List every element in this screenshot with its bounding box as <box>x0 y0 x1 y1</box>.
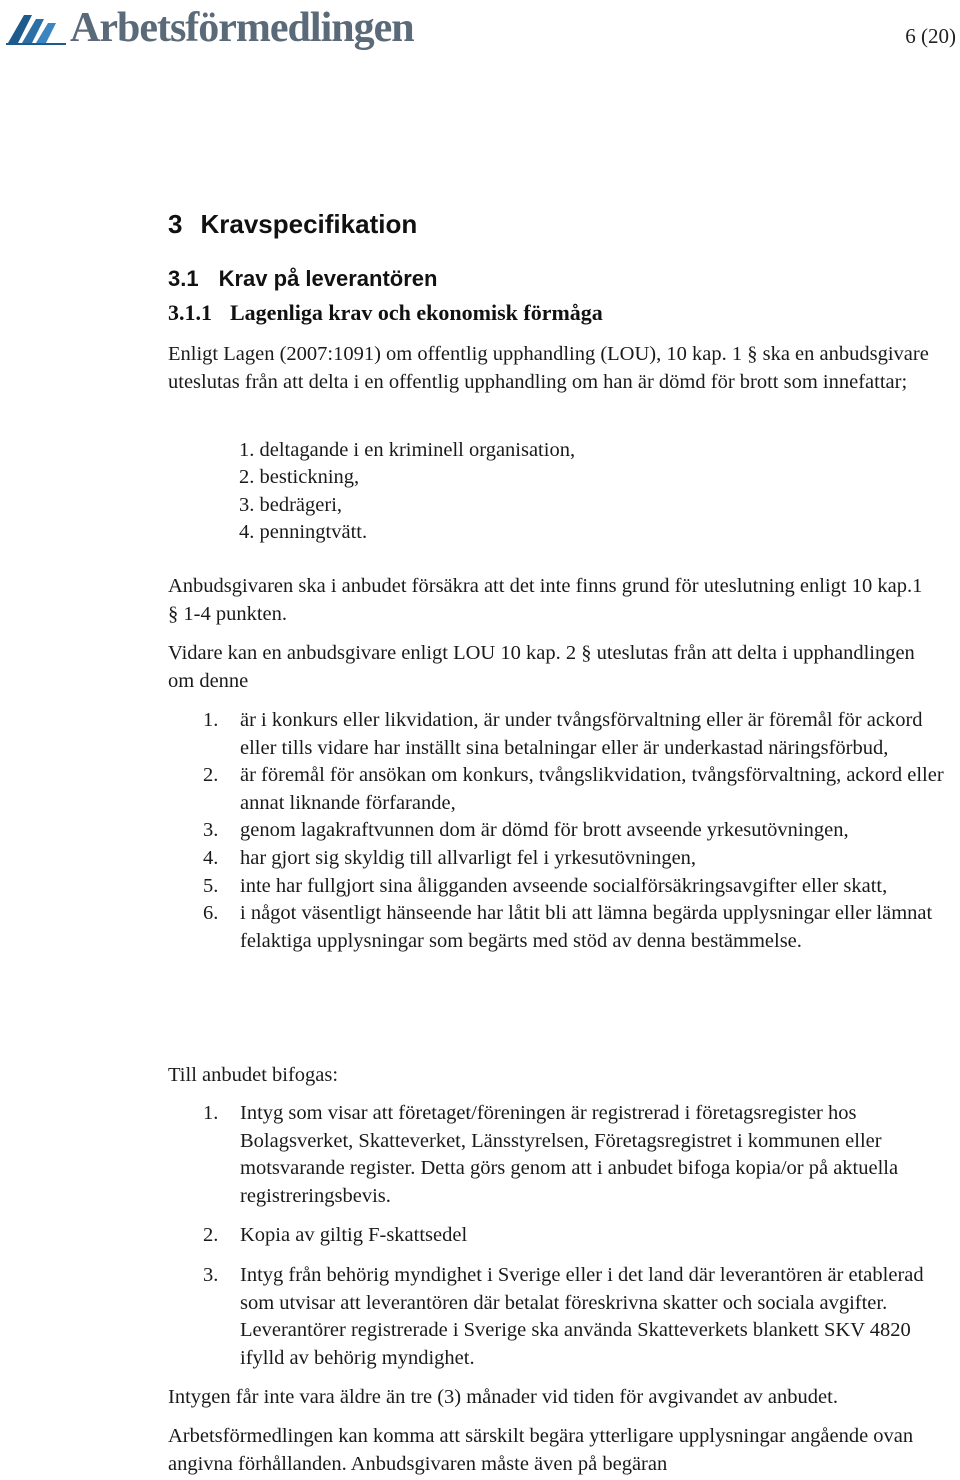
list-item: 3. bedrägeri, <box>239 493 343 516</box>
list-item: 4. penningtvätt. <box>239 521 368 544</box>
heading-2 <box>168 266 437 292</box>
list-text: är föremål för ansökan om konkurs, tvångslikvidation, tvångsförvaltning, ackord eller annat liknande förfarande, <box>240 764 944 814</box>
exclusion-list <box>203 707 960 955</box>
attachment-list-1 <box>203 1100 960 1210</box>
list-text: inte har fullgjort sina åligganden avseende socialförsäkringsavgifter eller skatt, <box>240 874 888 897</box>
list-item <box>203 707 960 762</box>
closing-paragraph: Arbetsförmedlingen kan komma att särskilt begära ytterligare upplysningar angående ovan angivna förhållanden. Anbudsgivaren måste även på begäran <box>168 1425 914 1475</box>
list-number: 5. <box>203 874 219 897</box>
list-item <box>203 762 960 817</box>
list-item <box>203 817 960 845</box>
list-item <box>203 1262 960 1372</box>
logo-mark-icon <box>6 11 66 45</box>
assurance-paragraph: Anbudsgivaren ska i anbudet försäkra att det inte finns grund för uteslutning enligt 10 kap.1 § 1-4 punkten. <box>168 575 923 625</box>
heading-3-number: 3.1.1 <box>168 300 212 325</box>
further-paragraph: Vidare kan en anbudsgivare enligt LOU 10 kap. 2 § uteslutas från att delta i upphandlingen om denne <box>168 642 915 692</box>
list-text: i något väsentligt hänseende har låtit bli att lämna begärda upplysningar eller lämnat felaktiga upplysningar som begärts med stöd av denna bestämmelse. <box>240 902 933 952</box>
list-item <box>203 873 960 901</box>
list-text: Intyg från behörig myndighet i Sverige eller i det land där leverantören är etablerad som utvisar att leverantören där betalat föreskrivna skatter och sociala avgifter. Leverantörer registrerade i Sverige ska använda Skatteverkets blankett SKV 4820 ifylld av behörig myndighet. <box>240 1264 924 1369</box>
attachments-heading: Till anbudet bifogas: <box>168 1064 339 1086</box>
list-text: har gjort sig skyldig till allvarligt fel i yrkesutövningen, <box>240 846 697 869</box>
attachment-list-2 <box>203 1222 960 1250</box>
list-item: 1. deltagande i en kriminell organisation, <box>239 439 576 461</box>
list-number: 4. <box>203 846 219 869</box>
heading-3-title: Lagenliga krav och ekonomisk förmåga <box>230 300 603 325</box>
crime-list <box>239 437 575 547</box>
intro-paragraph: Enligt Lagen (2007:1091) om offentlig upphandling (LOU), 10 kap. 1 § ska en anbudsgivare uteslutas från att delta i en offentlig upphandling om han är dömd för brott som innefattar; <box>168 343 929 393</box>
list-item <box>203 1100 960 1210</box>
list-text: Intyg som visar att företaget/föreningen är registrerad i företagsregister hos Bolagsverket, Skatteverket, Länsstyrelsen, Företagsregistret i kommunen eller motsvarande register. Detta görs genom att i anbudet bifoga kopia/or på aktuella registreringsbevis. <box>240 1102 899 1207</box>
heading-2-title: Krav på leverantören <box>218 266 438 291</box>
heading-2-number: 3.1 <box>168 266 199 291</box>
heading-1-title: Kravspecifikation <box>200 209 418 239</box>
heading-1 <box>168 209 417 240</box>
list-item <box>203 1222 960 1250</box>
age-rule-paragraph: Intygen får inte vara äldre än tre (3) månader vid tiden för avgivandet av anbudet. <box>168 1386 838 1408</box>
list-text: genom lagakraftvunnen dom är dömd för brott avseende yrkesutövningen, <box>240 819 849 842</box>
list-item <box>203 900 960 955</box>
page-number: 6 (20) <box>905 24 956 48</box>
logo-text: Arbetsförmedlingen <box>70 5 414 51</box>
list-item: 2. bestickning, <box>239 466 360 489</box>
heading-3 <box>168 300 603 326</box>
list-text: Kopia av giltig F-skattsedel <box>240 1224 468 1246</box>
heading-1-number: 3 <box>168 209 183 239</box>
list-number: 2. <box>203 1224 219 1246</box>
list-number: 3. <box>203 1264 219 1286</box>
list-number: 3. <box>203 819 219 842</box>
page-header <box>0 0 960 60</box>
list-number: 6. <box>203 902 219 925</box>
attachment-list-3 <box>203 1262 960 1372</box>
list-number: 1. <box>203 709 219 731</box>
list-item <box>203 845 960 873</box>
list-number: 1. <box>203 1102 219 1124</box>
list-text: är i konkurs eller likvidation, är under tvångsförvaltning eller är föremål för ackord eller tills vidare har inställt sina betalningar eller är underkastad näringsförbud, <box>240 709 923 759</box>
list-number: 2. <box>203 764 219 787</box>
arbetsformedlingen-logo <box>6 4 414 52</box>
